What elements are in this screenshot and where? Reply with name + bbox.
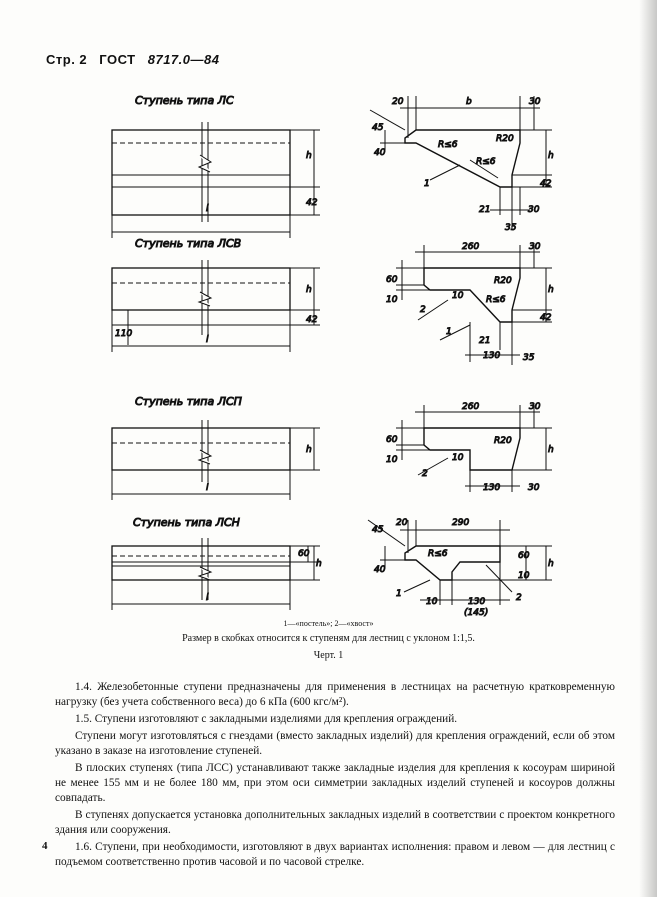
header-gost: ГОСТ: [99, 52, 136, 67]
lcv-dim-42-section: 42: [540, 313, 552, 323]
lcv-dim-260: 260: [462, 242, 480, 252]
lcn-dim-130: 130: [468, 597, 486, 607]
lc-radius-20: R20: [496, 134, 514, 144]
lc-dim-40: 40: [374, 148, 386, 158]
lcn-dim-45: 45: [372, 525, 384, 535]
lcp-dim-30: 30: [529, 402, 541, 412]
lcv-dim-10b: 10: [452, 291, 464, 301]
figure-note: Размер в скобках относится к ступеням для лестниц с уклоном 1:1,5.: [182, 633, 475, 644]
lcn-dim-60: 60: [298, 549, 310, 559]
lc-dim-42-section: 42: [540, 179, 552, 189]
paragraph-additional: В ступенях допускается установка дополнительных закладных изделий в соответствии с проектом конкретного здания или сооружения.: [55, 809, 615, 836]
lcp-dim-h-section: h: [548, 445, 554, 455]
figure-legend: 1—«постель»; 2—«хвост»: [283, 619, 374, 628]
lcp-dim-10: 10: [386, 455, 398, 465]
lcv-elevation: [112, 260, 320, 352]
lcn-dim-10b: 10: [518, 571, 530, 581]
lcn-radius-6: R≤6: [428, 549, 448, 559]
lcv-dim-h: h: [306, 285, 312, 295]
lc-dim-45: 45: [372, 123, 384, 133]
lcp-radius-20: R20: [494, 436, 512, 446]
lcv-dim-10: 10: [386, 295, 398, 305]
lcn-dim-60b: 60: [518, 551, 530, 561]
lc-section: [370, 96, 552, 230]
paragraph-sockets: Ступени могут изготовляться с гнездами (вместо закладных изделий) для крепления ограждений, если об этом указано в заказе на изготовление ступеней.: [55, 730, 615, 757]
lc-radius-6: R≤6: [438, 140, 458, 150]
lcn-dim-10: 10: [426, 597, 438, 607]
lcv-radius-6: R≤6: [486, 295, 506, 305]
lcn-dim-h: h: [316, 559, 322, 569]
lcv-dim-21: 21: [479, 336, 491, 346]
lc-dim-30b: 30: [528, 205, 540, 215]
lcp-dim-130: 130: [483, 483, 501, 493]
body-text: [55, 680, 615, 872]
lc-title: Ступень типа ЛС: [135, 94, 234, 107]
header-page: Стр. 2: [46, 52, 88, 67]
lcv-title: Ступень типа ЛСВ: [135, 237, 242, 250]
lcn-title: Ступень типа ЛСН: [133, 516, 240, 529]
paragraph-1-6: 1.6. Ступени, при необходимости, изготовляют в двух вариантах исполнения: правом и левом — для лестниц с подъемом соответственно против часовой и по часовой стрелке.: [55, 841, 615, 868]
lcn-dim-290: 290: [452, 518, 470, 528]
lcn-dim-145: (145): [464, 608, 489, 618]
lc-pointer-1: 1: [424, 179, 430, 189]
lcv-dim-42: 42: [306, 315, 318, 325]
lcp-elevation: [112, 420, 320, 500]
lcn-elevation: [112, 538, 320, 610]
lcp-dim-30b: 30: [528, 483, 540, 493]
lcp-dim-260: 260: [462, 402, 480, 412]
lcv-dim-30: 30: [529, 242, 541, 252]
lc-dim-20: 20: [392, 97, 404, 107]
lcv-dim-35: 35: [523, 353, 535, 363]
lc-dim-21: 21: [479, 205, 491, 215]
lc-radius-6b: R≤6: [476, 157, 496, 167]
lcp-dim-l: l: [206, 483, 209, 493]
lcv-dim-130: 130: [483, 351, 501, 361]
paragraph-flat-steps: В плоских ступенях (типа ЛСС) устанавливают также закладные изделия для крепления к косоурам шириной не менее 155 мм и не более 180 мм, при этом оси симметрии закладных изделий ступеней и косоуров должны совпадать.: [55, 762, 615, 804]
lc-dim-30: 30: [529, 97, 541, 107]
lcn-dim-l: l: [206, 593, 209, 603]
lcn-dim-20: 20: [396, 518, 408, 528]
lcv-radius-20: R20: [494, 276, 512, 286]
lcv-dim-110: 110: [115, 329, 133, 339]
lcv-pointer-2: 2: [420, 305, 426, 315]
lcp-title: Ступень типа ЛСП: [135, 395, 242, 408]
header-standard-number: 8717.0—84: [147, 52, 220, 67]
lcp-section: [396, 405, 552, 492]
lcv-pointer-1: 1: [446, 327, 452, 337]
lc-elevation: [112, 122, 320, 238]
lc-dim-h-section: h: [548, 151, 554, 161]
lcv-dim-l: l: [206, 335, 209, 345]
lcn-dim-h-section: h: [548, 559, 554, 569]
figure-caption: Черт. 1: [313, 650, 344, 661]
lcv-dim-60: 60: [386, 275, 398, 285]
scan-edge-shadow: [639, 0, 657, 897]
lcp-dim-60: 60: [386, 435, 398, 445]
lcn-dim-40: 40: [374, 565, 386, 575]
lcp-dim-h: h: [306, 445, 312, 455]
lcp-dim-10b: 10: [452, 453, 464, 463]
lc-dim-b: b: [466, 97, 472, 107]
paragraph-1-4: 1.4. Железобетонные ступени предназначены для применения в лестницах на расчетную кратковременную нагрузку (без учета собственного веса) до 6 кПа (600 кгс/м²).: [55, 681, 615, 708]
lc-dim-42: 42: [306, 198, 318, 208]
lcp-pointer-2: 2: [422, 469, 428, 479]
lc-dim-35: 35: [505, 223, 517, 233]
lcv-dim-h-section: h: [548, 285, 554, 295]
paragraph-1-5: 1.5. Ступени изготовляют с закладными изделиями для крепления ограждений.: [75, 713, 458, 725]
lc-dim-l: l: [206, 204, 209, 214]
page-number: 4: [42, 840, 48, 852]
lcn-pointer-1: 1: [396, 589, 402, 599]
lcn-pointer-2: 2: [516, 593, 522, 603]
lc-dim-h: h: [306, 151, 312, 161]
